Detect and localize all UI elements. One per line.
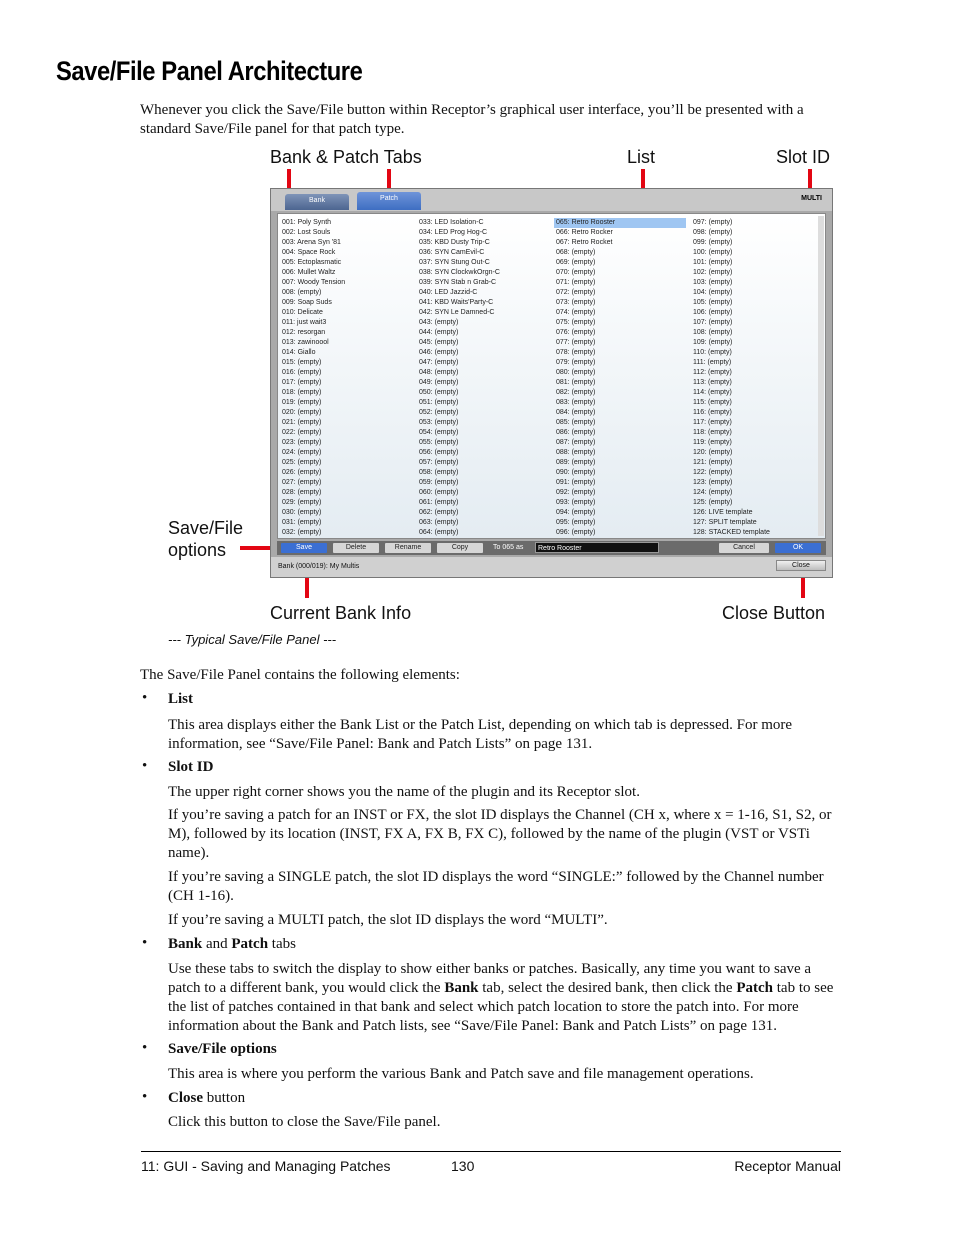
list-item[interactable]: 003: Arena Syn '81 — [282, 239, 341, 246]
list-item[interactable]: 028: (empty) — [282, 489, 322, 496]
list-item[interactable]: 045: (empty) — [419, 339, 459, 346]
list-item[interactable]: 092: (empty) — [556, 489, 596, 496]
save-target-label: To 065 as — [493, 544, 524, 551]
list-item[interactable]: 096: (empty) — [556, 529, 596, 536]
current-bank-info: Bank (000/019): My Multis — [278, 563, 360, 570]
list-item[interactable]: 013: zawinoool — [282, 339, 329, 346]
list-item[interactable]: 019: (empty) — [282, 399, 322, 406]
list-item[interactable]: 034: LED Prog Hog-C — [419, 229, 488, 236]
list-item[interactable]: 046: (empty) — [419, 349, 459, 356]
tab-bar — [271, 189, 832, 211]
list-item[interactable]: 002: Lost Souls — [282, 229, 331, 236]
item-list-desc: This area displays either the Bank List or the Patch List, depending on which tab is depressed. For more information, see “Save/File Panel: Bank and Patch Lists” on page 131. — [168, 717, 793, 752]
list-item[interactable]: 055: (empty) — [419, 439, 459, 446]
list-item[interactable]: 071: (empty) — [556, 279, 596, 286]
list-item[interactable]: 064: (empty) — [419, 529, 459, 536]
list-item[interactable]: 083: (empty) — [556, 399, 596, 406]
patch-list[interactable] — [277, 213, 826, 539]
list-item[interactable]: 005: Ectoplasmatic — [282, 259, 342, 266]
item-options-desc: This area is where you perform the various Bank and Patch save and file management operations. — [168, 1066, 754, 1082]
list-item[interactable]: 053: (empty) — [419, 419, 459, 426]
list-column — [554, 218, 686, 538]
list-item[interactable]: 056: (empty) — [419, 449, 459, 456]
item-slot-desc: If you’re saving a SINGLE patch, the slot ID displays the word “SINGLE:” followed by the Channel number (CH 1-16). — [168, 869, 824, 904]
list-item[interactable]: 123: (empty) — [693, 479, 733, 486]
callout-tabs: Bank & Patch Tabs — [270, 147, 422, 167]
list-item[interactable]: 062: (empty) — [419, 509, 459, 516]
item-slot-desc: If you’re saving a MULTI patch, the slot ID displays the word “MULTI”. — [168, 912, 608, 928]
callout-options: Save/File options — [168, 518, 244, 560]
list-item[interactable]: 067: Retro Rocket — [556, 239, 613, 246]
list-item[interactable]: 091: (empty) — [556, 479, 596, 486]
item-slot-term: Slot ID — [168, 759, 214, 775]
save-button[interactable]: Save — [281, 543, 327, 553]
list-item[interactable]: 113: (empty) — [693, 379, 732, 386]
list-item[interactable]: 061: (empty) — [419, 499, 459, 506]
callout-slot-id: Slot ID — [776, 147, 831, 167]
item-close-desc: Click this button to close the Save/File panel. — [168, 1114, 441, 1130]
list-item[interactable]: 081: (empty) — [556, 379, 596, 386]
list-item[interactable]: 076: (empty) — [556, 329, 596, 336]
list-item[interactable]: 087: (empty) — [556, 439, 596, 446]
list-item[interactable]: 001: Poly Synth — [282, 219, 332, 226]
save-file-options-bar — [277, 541, 826, 555]
list-item[interactable]: 110: (empty) — [693, 349, 732, 356]
list-item[interactable]: 012: resorgan — [282, 329, 326, 336]
list-item[interactable]: 072: (empty) — [556, 289, 596, 296]
list-item[interactable]: 016: (empty) — [282, 369, 322, 376]
list-item[interactable]: 058: (empty) — [419, 469, 459, 476]
bullet-icon: • — [142, 1040, 148, 1056]
list-item[interactable]: 068: (empty) — [556, 249, 596, 256]
list-item[interactable]: 036: SYN CamEvil-C — [419, 249, 485, 256]
bullet-icon: • — [142, 758, 148, 774]
list-item[interactable]: 109: (empty) — [693, 339, 733, 346]
list-item[interactable]: 023: (empty) — [282, 439, 322, 446]
list-item[interactable]: 041: KBD Waits'Party-C — [419, 299, 494, 306]
tab-bank[interactable]: Bank — [285, 194, 349, 210]
list-item[interactable]: 114: (empty) — [693, 389, 732, 396]
list-item[interactable]: 032: (empty) — [282, 529, 322, 536]
list-item[interactable]: 069: (empty) — [556, 259, 596, 266]
item-slot-desc: The upper right corner shows you the name of the plugin and its Receptor slot. — [168, 784, 640, 800]
list-item[interactable]: 112: (empty) — [693, 369, 732, 376]
list-item[interactable]: 094: (empty) — [556, 509, 596, 516]
list-item[interactable]: 102: (empty) — [693, 269, 733, 276]
list-item[interactable]: 054: (empty) — [419, 429, 459, 436]
list-item[interactable]: 107: (empty) — [693, 319, 733, 326]
copy-button[interactable]: Copy — [437, 543, 483, 553]
leader-line-bank-info — [305, 576, 309, 598]
list-item[interactable]: 004: Space Rock — [282, 249, 336, 256]
list-item[interactable]: 108: (empty) — [693, 329, 733, 336]
list-item[interactable]: 128: STACKED template — [693, 529, 770, 536]
list-item[interactable]: 025: (empty) — [282, 459, 322, 466]
bullet-icon: • — [142, 1089, 148, 1105]
list-column — [691, 218, 815, 538]
list-item[interactable]: 014: Giallo — [282, 349, 316, 356]
list-scrollbar[interactable] — [818, 216, 824, 536]
list-item[interactable]: 075: (empty) — [556, 319, 596, 326]
list-item[interactable]: 105: (empty) — [693, 299, 733, 306]
list-item[interactable]: 044: (empty) — [419, 329, 459, 336]
list-item[interactable]: 095: (empty) — [556, 519, 596, 526]
list-item[interactable]: 051: (empty) — [419, 399, 459, 406]
list-item[interactable]: 017: (empty) — [282, 379, 322, 386]
list-item[interactable]: 117: (empty) — [693, 419, 732, 426]
list-item[interactable]: 052: (empty) — [419, 409, 459, 416]
list-item[interactable]: 118: (empty) — [693, 429, 732, 436]
list-item[interactable]: 093: (empty) — [556, 499, 596, 506]
footer-chapter: 11: GUI - Saving and Managing Patches — [141, 1158, 391, 1174]
list-item[interactable]: 018: (empty) — [282, 389, 322, 396]
list-item[interactable]: 015: (empty) — [282, 359, 322, 366]
list-item[interactable]: 010: Delicate — [282, 309, 323, 316]
callout-bank-info: Current Bank Info — [270, 603, 412, 623]
item-options-term: Save/File options — [168, 1041, 277, 1057]
list-item[interactable]: 078: (empty) — [556, 349, 596, 356]
save-file-panel — [270, 188, 833, 578]
list-item[interactable]: 007: Woody Tension — [282, 279, 346, 286]
list-item[interactable]: 006: Mullet Waltz — [282, 269, 336, 276]
item-list-term: List — [168, 691, 194, 707]
list-item[interactable]: 040: LED Jazzid-C — [419, 289, 478, 296]
list-item[interactable]: 009: Soap Suds — [282, 299, 332, 306]
item-close-term: Close button — [168, 1090, 246, 1106]
intro-paragraph: Whenever you click the Save/File button within Receptor’s graphical user interface, you’ll be presented with a standard Save/File panel for that patch type. — [140, 102, 804, 137]
list-column — [417, 218, 549, 538]
list-item[interactable]: 074: (empty) — [556, 309, 596, 316]
list-item[interactable]: 073: (empty) — [556, 299, 596, 306]
list-item[interactable]: 022: (empty) — [282, 429, 322, 436]
callout-list: List — [627, 147, 656, 167]
list-item[interactable]: 103: (empty) — [693, 279, 733, 286]
item-tabs-term: Bank and Patch tabs — [168, 936, 296, 952]
list-item[interactable]: 121: (empty) — [693, 459, 733, 466]
footer-page-number: 130 — [451, 1158, 475, 1174]
list-item[interactable]: 101: (empty) — [693, 259, 733, 266]
delete-button[interactable]: Delete — [333, 543, 379, 553]
status-bar — [271, 557, 832, 577]
list-item[interactable]: 099: (empty) — [693, 239, 733, 246]
list-item[interactable]: 098: (empty) — [693, 229, 733, 236]
list-item[interactable]: 059: (empty) — [419, 479, 459, 486]
bullet-icon: • — [142, 690, 148, 706]
footer-manual: Receptor Manual — [734, 1158, 841, 1174]
list-item[interactable]: 033: LED Isolation-C — [419, 219, 484, 226]
list-item[interactable]: 111: (empty) — [693, 359, 732, 366]
list-item[interactable]: 050: (empty) — [419, 389, 459, 396]
list-item[interactable]: 090: (empty) — [556, 469, 596, 476]
cancel-button[interactable]: Cancel — [719, 543, 769, 553]
list-item[interactable]: 029: (empty) — [282, 499, 322, 506]
slot-id: MULTI — [801, 195, 822, 202]
list-item[interactable]: 088: (empty) — [556, 449, 596, 456]
list-item[interactable]: 100: (empty) — [693, 249, 733, 256]
list-item[interactable]: 043: (empty) — [419, 319, 459, 326]
footer-rule — [141, 1151, 841, 1152]
list-item[interactable]: 011: just wait3 — [282, 319, 327, 326]
list-column — [280, 218, 412, 538]
patch-name-input[interactable]: Retro Rooster — [535, 542, 659, 553]
item-slot-desc: If you’re saving a patch for an INST or FX, the slot ID displays the Channel (CH x, where x = 1-16, S1, S2, or M), followed by its location (INST, FX A, FX B, FX C), followed by the name of the plugin (VST or VSTi name). — [168, 807, 832, 861]
list-item[interactable]: 065: Retro Rooster — [554, 218, 686, 228]
figure — [0, 140, 954, 660]
list-item[interactable]: 021: (empty) — [282, 419, 322, 426]
list-item[interactable]: 008: (empty) — [282, 289, 322, 296]
list-item[interactable]: 039: SYN Stab n Grab-C — [419, 279, 497, 286]
list-item[interactable]: 035: KBD Dusty Trip-C — [419, 239, 490, 246]
callout-close: Close Button — [722, 603, 826, 623]
list-item[interactable]: 089: (empty) — [556, 459, 596, 466]
list-item[interactable]: 106: (empty) — [693, 309, 733, 316]
list-item[interactable]: 080: (empty) — [556, 369, 596, 376]
list-item[interactable]: 066: Retro Rocker — [556, 229, 613, 236]
list-item[interactable]: 038: SYN ClockwkOrgn-C — [419, 269, 500, 276]
list-item[interactable]: 104: (empty) — [693, 289, 733, 296]
page-title: Save/File Panel Architecture — [56, 56, 363, 86]
list-item[interactable]: 124: (empty) — [693, 489, 733, 496]
list-item[interactable]: 048: (empty) — [419, 369, 459, 376]
list-item[interactable]: 082: (empty) — [556, 389, 596, 396]
list-item[interactable]: 127: SPLIT template — [693, 519, 757, 526]
list-item[interactable]: 097: (empty) — [693, 219, 733, 226]
list-item[interactable]: 119: (empty) — [693, 439, 732, 446]
list-item[interactable]: 049: (empty) — [419, 379, 459, 386]
tab-patch[interactable]: Patch — [357, 192, 421, 210]
list-item[interactable]: 120: (empty) — [693, 449, 733, 456]
list-item[interactable]: 070: (empty) — [556, 269, 596, 276]
list-item[interactable]: 020: (empty) — [282, 409, 322, 416]
close-button[interactable]: Close — [776, 560, 826, 571]
list-item[interactable]: 115: (empty) — [693, 399, 732, 406]
list-item[interactable]: 063: (empty) — [419, 519, 459, 526]
list-item[interactable]: 116: (empty) — [693, 409, 732, 416]
list-item[interactable]: 024: (empty) — [282, 449, 322, 456]
list-item[interactable]: 085: (empty) — [556, 419, 596, 426]
list-item[interactable]: 031: (empty) — [282, 519, 322, 526]
item-tabs-desc: Use these tabs to switch the display to show either banks or patches. Basically, any time you want to save a patch to a different bank, you would click the Bank tab, select the desired bank, then click the Patch tab to see the list of patches contained in that bank and select which patch location to store the patch into. For more information about the Bank and Patch lists, see “Save/File Panel: Bank and Patch Lists” on page 131. — [168, 961, 834, 1034]
list-item[interactable]: 057: (empty) — [419, 459, 459, 466]
contains-paragraph: The Save/File Panel contains the following elements: — [140, 667, 460, 683]
list-item[interactable]: 125: (empty) — [693, 499, 733, 506]
list-item[interactable]: 047: (empty) — [419, 359, 459, 366]
list-item[interactable]: 126: LIVE template — [693, 509, 753, 516]
list-item[interactable]: 077: (empty) — [556, 339, 596, 346]
list-item[interactable]: 026: (empty) — [282, 469, 322, 476]
list-item[interactable]: 037: SYN Stung Out-C — [419, 259, 490, 266]
list-item[interactable]: 060: (empty) — [419, 489, 459, 496]
list-item[interactable]: 086: (empty) — [556, 429, 596, 436]
figure-caption: --- Typical Save/File Panel --- — [168, 632, 337, 647]
leader-line-close — [801, 576, 805, 598]
list-item[interactable]: 079: (empty) — [556, 359, 596, 366]
list-item[interactable]: 042: SYN Le Damned-C — [419, 309, 495, 316]
list-item[interactable]: 122: (empty) — [693, 469, 733, 476]
ok-button[interactable]: OK — [775, 543, 821, 553]
bullet-icon: • — [142, 935, 148, 951]
list-item[interactable]: 030: (empty) — [282, 509, 322, 516]
list-item[interactable]: 027: (empty) — [282, 479, 322, 486]
list-item[interactable]: 084: (empty) — [556, 409, 596, 416]
leader-line-options — [240, 546, 272, 550]
rename-button[interactable]: Rename — [385, 543, 431, 553]
